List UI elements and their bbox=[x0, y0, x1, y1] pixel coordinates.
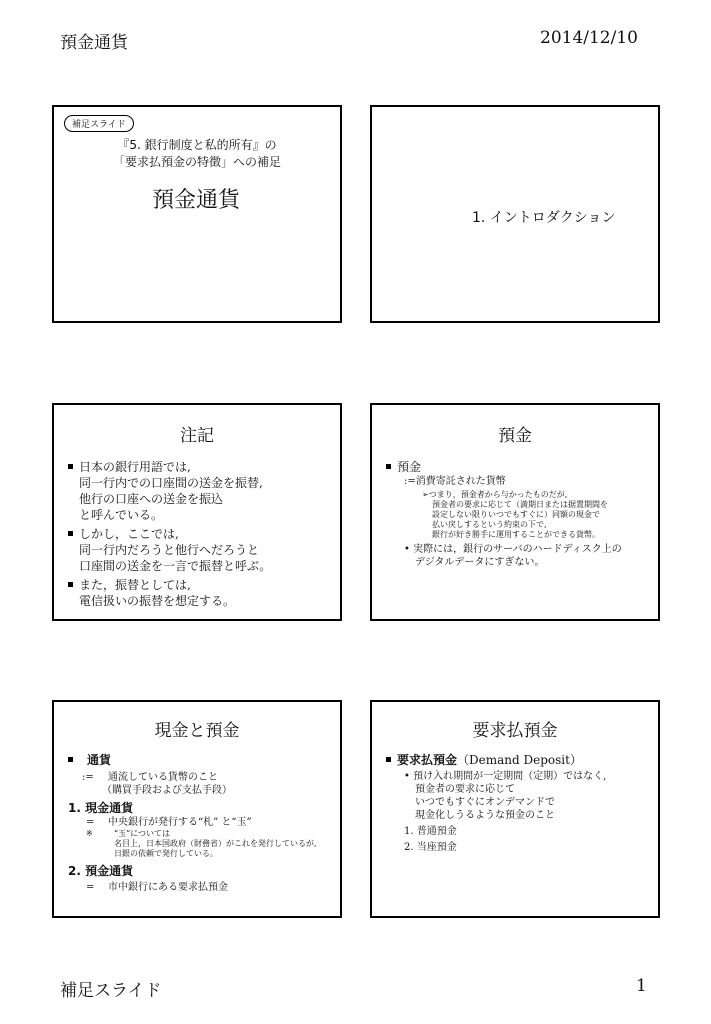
header-date: 2014/12/10 bbox=[540, 28, 638, 48]
list-item-text: 現金化しうるような預金のこと bbox=[415, 810, 555, 821]
demand-deposit-content bbox=[386, 752, 606, 854]
explanation-line: 払い戻しするという約束の下で, bbox=[432, 520, 547, 529]
definition: := 通流している貨幣のこと bbox=[82, 772, 218, 783]
slide-title bbox=[52, 105, 342, 323]
list-item-text: 他行の口座への送金を振込 bbox=[79, 492, 224, 506]
arrow-icon: ➢ bbox=[422, 490, 429, 499]
list-item-text: 預金者の要求に応じて bbox=[415, 784, 515, 795]
subtitle-line-1: 『5. 銀行制度と私的所有』の bbox=[117, 138, 277, 152]
bullet-icon bbox=[68, 757, 73, 762]
bullet-dot-icon: • bbox=[404, 544, 414, 555]
slide-main-title: 預金通貨 bbox=[152, 188, 241, 213]
definition: :=消費寄託された貨幣 bbox=[404, 476, 506, 487]
subtitle-line-2: 「要求払預金の特徴」への補足 bbox=[112, 155, 281, 169]
slide-heading: 現金と預金 bbox=[154, 721, 240, 741]
page-number: 1 bbox=[636, 976, 647, 996]
section-title: 1. イントロダクション bbox=[472, 210, 616, 226]
bullet-icon bbox=[68, 464, 73, 469]
cash-deposit-content bbox=[68, 752, 317, 894]
slide-heading: 預金 bbox=[498, 426, 532, 446]
list-item-text: 同一行内での口座間の送金を振替, bbox=[79, 476, 263, 490]
list-item: 日本の銀行用語では, bbox=[68, 459, 271, 475]
definition-line: （購買手段および支払手段） bbox=[102, 785, 232, 796]
list-item: 要求払預金（Demand Deposit） bbox=[386, 752, 606, 768]
footer-label: 補足スライド bbox=[60, 981, 162, 1001]
bullet-icon bbox=[68, 531, 73, 536]
subheading-cash: 1. 現金通貨 bbox=[68, 801, 134, 815]
explanation-line: 設定しない限りいつでもすぐに）同額の現金で bbox=[432, 510, 600, 519]
explanation-line: ➢つまり，預金者から与かったものだが, bbox=[422, 490, 568, 499]
slide-heading: 要求払預金 bbox=[472, 721, 558, 741]
numbered-item: 1. 普通預金 bbox=[404, 826, 457, 837]
definition: = 市中銀行にある要求払預金 bbox=[86, 882, 228, 893]
list-item-text: 電信扱いの振替を想定する。 bbox=[79, 594, 236, 608]
numbered-item: 2. 当座預金 bbox=[404, 842, 457, 853]
bullet-icon bbox=[386, 757, 391, 762]
list-item-text: いつでもすぐにオンデマンドで bbox=[415, 797, 555, 808]
note-line: 名目上，日本国政府（財務省）がこれを発行しているが, bbox=[114, 839, 317, 848]
list-item: • 預け入れ期間が一定期間（定期）ではなく, bbox=[404, 771, 607, 782]
bullet-icon bbox=[386, 464, 391, 469]
bullet-icon bbox=[68, 582, 73, 587]
explanation-line: 銀行が好き勝手に運用することができる貨幣。 bbox=[432, 530, 600, 539]
list-item: • 実際には，銀行のサーバのハードディスク上の bbox=[404, 544, 622, 555]
list-item: また，振替としては, bbox=[68, 577, 271, 593]
header-title: 預金通貨 bbox=[60, 33, 128, 53]
slide-deposit bbox=[370, 403, 660, 621]
deposit-content bbox=[386, 459, 622, 569]
note: ※ “玉”については bbox=[86, 829, 171, 838]
list-item-text: と呼んでいる。 bbox=[79, 508, 164, 522]
notes-list bbox=[68, 459, 271, 609]
supplement-tag: 補足スライド bbox=[64, 115, 134, 132]
slide-heading: 注記 bbox=[180, 426, 214, 446]
list-item-text: 口座間の送金を一言で振替と呼ぶ。 bbox=[79, 559, 272, 573]
slide-cash-and-deposit bbox=[52, 700, 342, 918]
list-item: しかし，ここでは, bbox=[68, 526, 271, 542]
slide-introduction bbox=[370, 105, 660, 323]
bullet-dot-icon: • bbox=[404, 771, 414, 782]
slide-notes bbox=[52, 403, 342, 621]
explanation-line: 預金者の要求に応じて（満期日または据置期間を bbox=[432, 500, 608, 509]
note-line: 日銀の依頼で発行している。 bbox=[114, 849, 218, 858]
list-item-text: デジタルデータにすぎない。 bbox=[415, 557, 545, 568]
subheading-deposit: 2. 預金通貨 bbox=[68, 864, 134, 878]
list-item: 通貨 bbox=[68, 752, 317, 768]
list-item-text: 同一行内だろうと他行へだろうと bbox=[79, 543, 260, 557]
list-item: 預金 bbox=[386, 459, 622, 475]
definition: = 中央銀行が発行する“札” と“玉” bbox=[86, 817, 252, 828]
slide-demand-deposit bbox=[370, 700, 660, 918]
